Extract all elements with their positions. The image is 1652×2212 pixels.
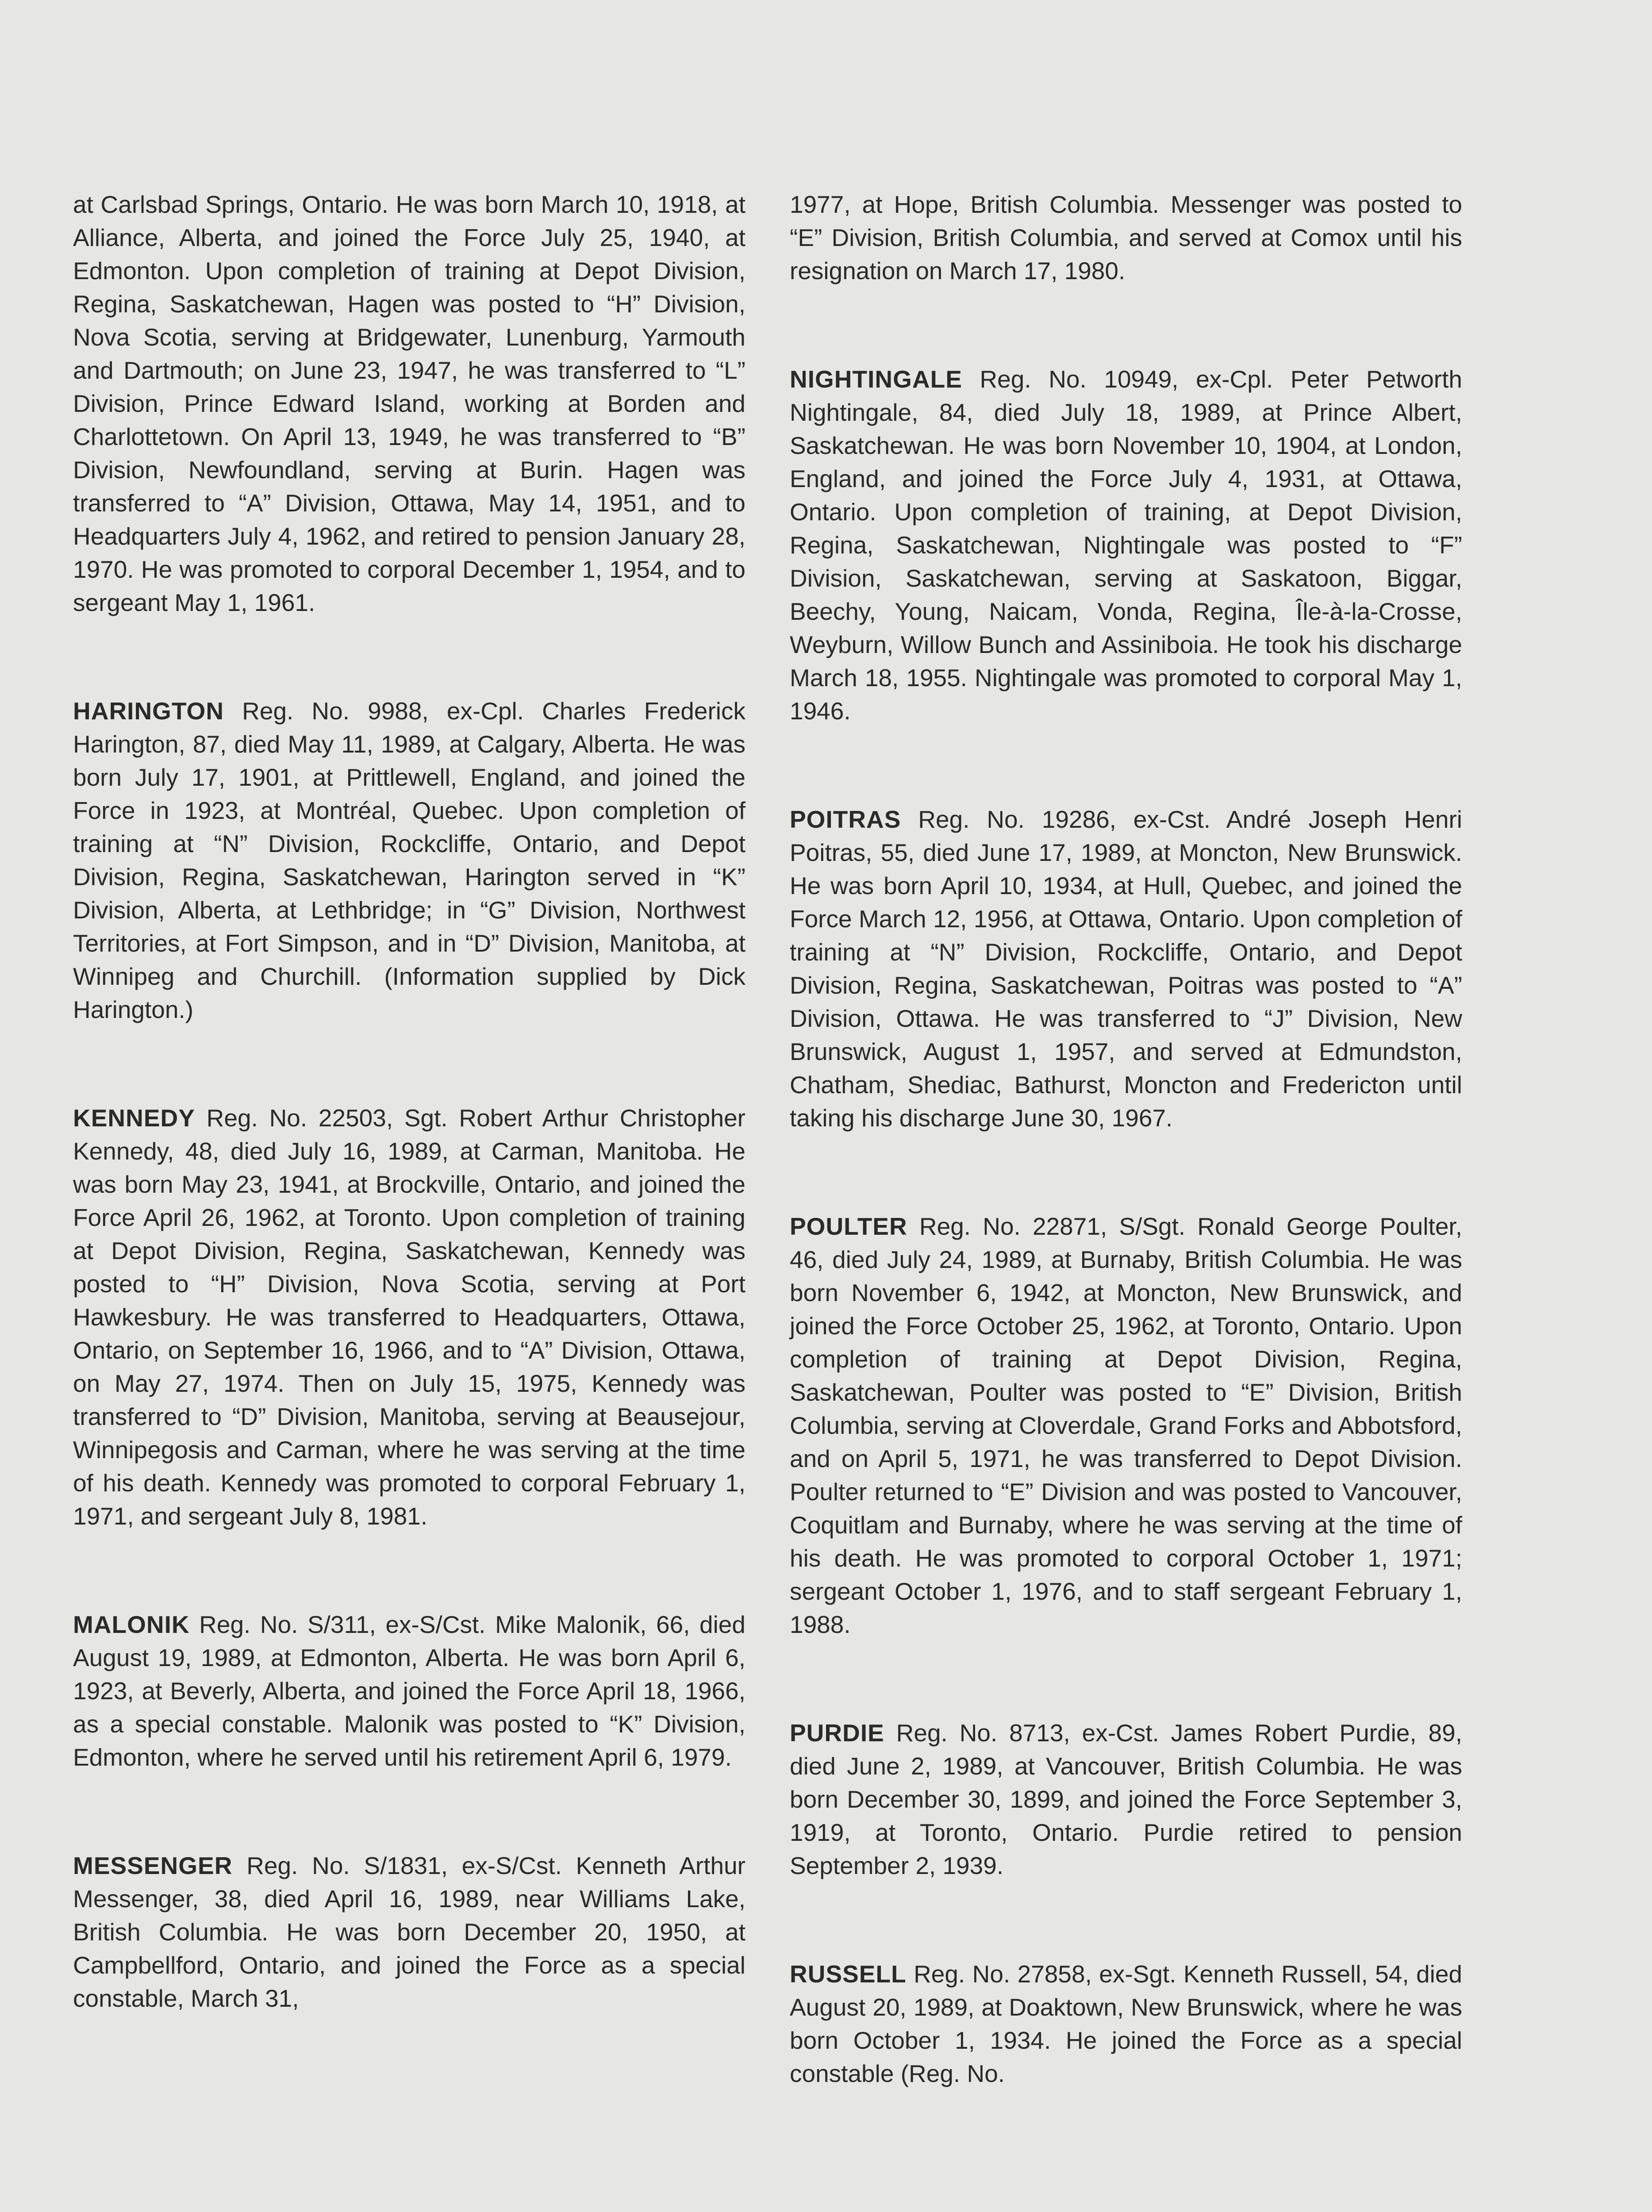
entry-name: HARINGTON	[73, 697, 224, 725]
entry-name: NIGHTINGALE	[790, 365, 962, 393]
left-column	[73, 188, 745, 2015]
obituary-entry-russell	[790, 1958, 1462, 2090]
obituary-entry-kennedy	[73, 1102, 745, 1533]
entry-text: Reg. No. 8713, ex-Cst. James Robert Purdie, 89, died June 2, 1989, at Vancouver, British Columbia. He was born December 30, 1899, and joined the Force September 3, 1919, at Toronto, Ontario. Purdie retired to pension September 2, 1939.	[790, 1719, 1462, 1879]
entry-text: Reg. No. S/311, ex-S/Cst. Mike Malonik, 66, died August 19, 1989, at Edmonton, Alberta. He was born April 6, 1923, at Beverly, Alberta, and joined the Force April 18, 1966, as a special constable. Malonik was posted to “K” Division, Edmonton, where he served until his retirement April 6, 1979.	[73, 1611, 745, 1771]
entry-text: at Carlsbad Springs, Ontario. He was born March 10, 1918, at Alliance, Alberta, and joined the Force July 25, 1940, at Edmonton. Upon completion of training at Depot Division, Regina, Saskatchewan, Hagen was posted to “H” Division, Nova Scotia, serving at Bridgewater, Lunenburg, Yarmouth and Dartmouth; on June 23, 1947, he was transferred to “L” Division, Prince Edward Island, working at Borden and Charlottetown. On April 13, 1949, he was transferred to “B” Division, Newfoundland, serving at Burin. Hagen was transferred to “A” Division, Ottawa, May 14, 1951, and to Headquarters July 4, 1962, and retired to pension January 28, 1970. He was promoted to corporal December 1, 1954, and to sergeant May 1, 1961.	[73, 191, 745, 616]
entry-name: PURDIE	[790, 1719, 884, 1747]
entry-text: 1977, at Hope, British Columbia. Messenger was posted to “E” Division, British Columbia, and served at Comox until his resignation on March 17, 1980.	[790, 191, 1462, 284]
entry-name: RUSSELL	[790, 1960, 907, 1988]
entry-text: Reg. No. 19286, ex-Cst. André Joseph Henri Poitras, 55, died June 17, 1989, at Moncton, New Brunswick. He was born April 10, 1934, at Hull, Quebec, and joined the Force March 12, 1956, at Ottawa, Ontario. Upon completion of training at “N” Division, Rockcliffe, Ontario, and Depot Division, Regina, Saskatchewan, Poitras was posted to “A” Division, Ottawa. He was transferred to “J” Division, New Brunswick, August 1, 1957, and served at Edmundston, Chatham, Shediac, Bathurst, Moncton and Fredericton until taking his discharge June 30, 1967.	[790, 806, 1462, 1132]
obituary-entry-nightingale	[790, 363, 1462, 728]
obituary-entry-malonik	[73, 1608, 745, 1774]
entry-name: POULTER	[790, 1213, 907, 1240]
obituary-entry-poitras	[790, 803, 1462, 1135]
entry-text: Reg. No. 27858, ex-Sgt. Kenneth Russell, 54, died August 20, 1989, at Doaktown, New Brunswick, where he was born October 1, 1934. He joined the Force as a special constable (Reg. No.	[790, 1960, 1462, 2087]
entry-text: Reg. No. 10949, ex-Cpl. Peter Petworth Nightingale, 84, died July 18, 1989, at Prince Albert, Saskatchewan. He was born November 10, 1904, at London, England, and joined the Force July 4, 1931, at Ottawa, Ontario. Upon completion of training, at Depot Division, Regina, Saskatchewan, Nightingale was posted to “F” Division, Saskatchewan, serving at Saskatoon, Biggar, Beechy, Young, Naicam, Vonda, Regina, Île-à-la-Crosse, Weyburn, Willow Bunch and Assiniboia. He took his discharge March 18, 1955. Nightingale was promoted to corporal May 1, 1946.	[790, 365, 1462, 725]
entry-text: Reg. No. 9988, ex-Cpl. Charles Frederick Harington, 87, died May 11, 1989, at Calgary, Alberta. He was born July 17, 1901, at Prittlewell, England, and joined the Force in 1923, at Montréal, Quebec. Upon completion of training at “N” Division, Rockcliffe, Ontario, and Depot Division, Regina, Saskatchewan, Harington served in “K” Division, Alberta, at Lethbridge; in “G” Division, Northwest Territories, at Fort Simpson, and in “D” Division, Manitoba, at Winnipeg and Churchill. (Information supplied by Dick Harington.)	[73, 697, 745, 1023]
entry-name: MESSENGER	[73, 1852, 233, 1879]
entry-name: POITRAS	[790, 806, 901, 833]
obituary-entry-poulter	[790, 1210, 1462, 1641]
entry-name: MALONIK	[73, 1611, 190, 1638]
right-column	[790, 188, 1462, 2090]
entry-name: KENNEDY	[73, 1104, 195, 1132]
obituary-entry-purdie	[790, 1717, 1462, 1882]
entry-text: Reg. No. 22871, S/Sgt. Ronald George Poulter, 46, died July 24, 1989, at Burnaby, British Columbia. He was born November 6, 1942, at Moncton, New Brunswick, and joined the Force October 25, 1962, at Toronto, Ontario. Upon completion of training at Depot Division, Regina, Saskatchewan, Poulter was posted to “E” Division, British Columbia, serving at Cloverdale, Grand Forks and Abbotsford, and on April 5, 1971, he was transferred to Depot Division. Poulter returned to “E” Division and was posted to Vancouver, Coquitlam and Burnaby, where he was serving at the time of his death. He was promoted to corporal October 1, 1971; sergeant October 1, 1976, and to staff sergeant February 1, 1988.	[790, 1213, 1462, 1638]
obituary-entry-messenger	[73, 1849, 745, 2015]
obituary-entry-messenger-continued	[790, 188, 1462, 288]
obituary-entry-harington	[73, 695, 745, 1026]
entry-text: Reg. No. 22503, Sgt. Robert Arthur Christopher Kennedy, 48, died July 16, 1989, at Carman, Manitoba. He was born May 23, 1941, at Brockville, Ontario, and joined the Force April 26, 1962, at Toronto. Upon completion of training at Depot Division, Regina, Saskatchewan, Kennedy was posted to “H” Division, Nova Scotia, serving at Port Hawkesbury. He was transferred to Headquarters, Ottawa, Ontario, on September 16, 1966, and to “A” Division, Ottawa, on May 27, 1974. Then on July 15, 1975, Kennedy was transferred to “D” Division, Manitoba, serving at Beausejour, Winnipegosis and Carman, where he was serving at the time of his death. Kennedy was promoted to corporal February 1, 1971, and sergeant July 8, 1981.	[73, 1104, 745, 1530]
entry-text: Reg. No. S/1831, ex-S/Cst. Kenneth Arthur Messenger, 38, died April 16, 1989, near Williams Lake, British Columbia. He was born December 20, 1950, at Campbellford, Ontario, and joined the Force as a special constable, March 31,	[73, 1852, 745, 2012]
obituary-entry-hagen-continued	[73, 188, 745, 619]
